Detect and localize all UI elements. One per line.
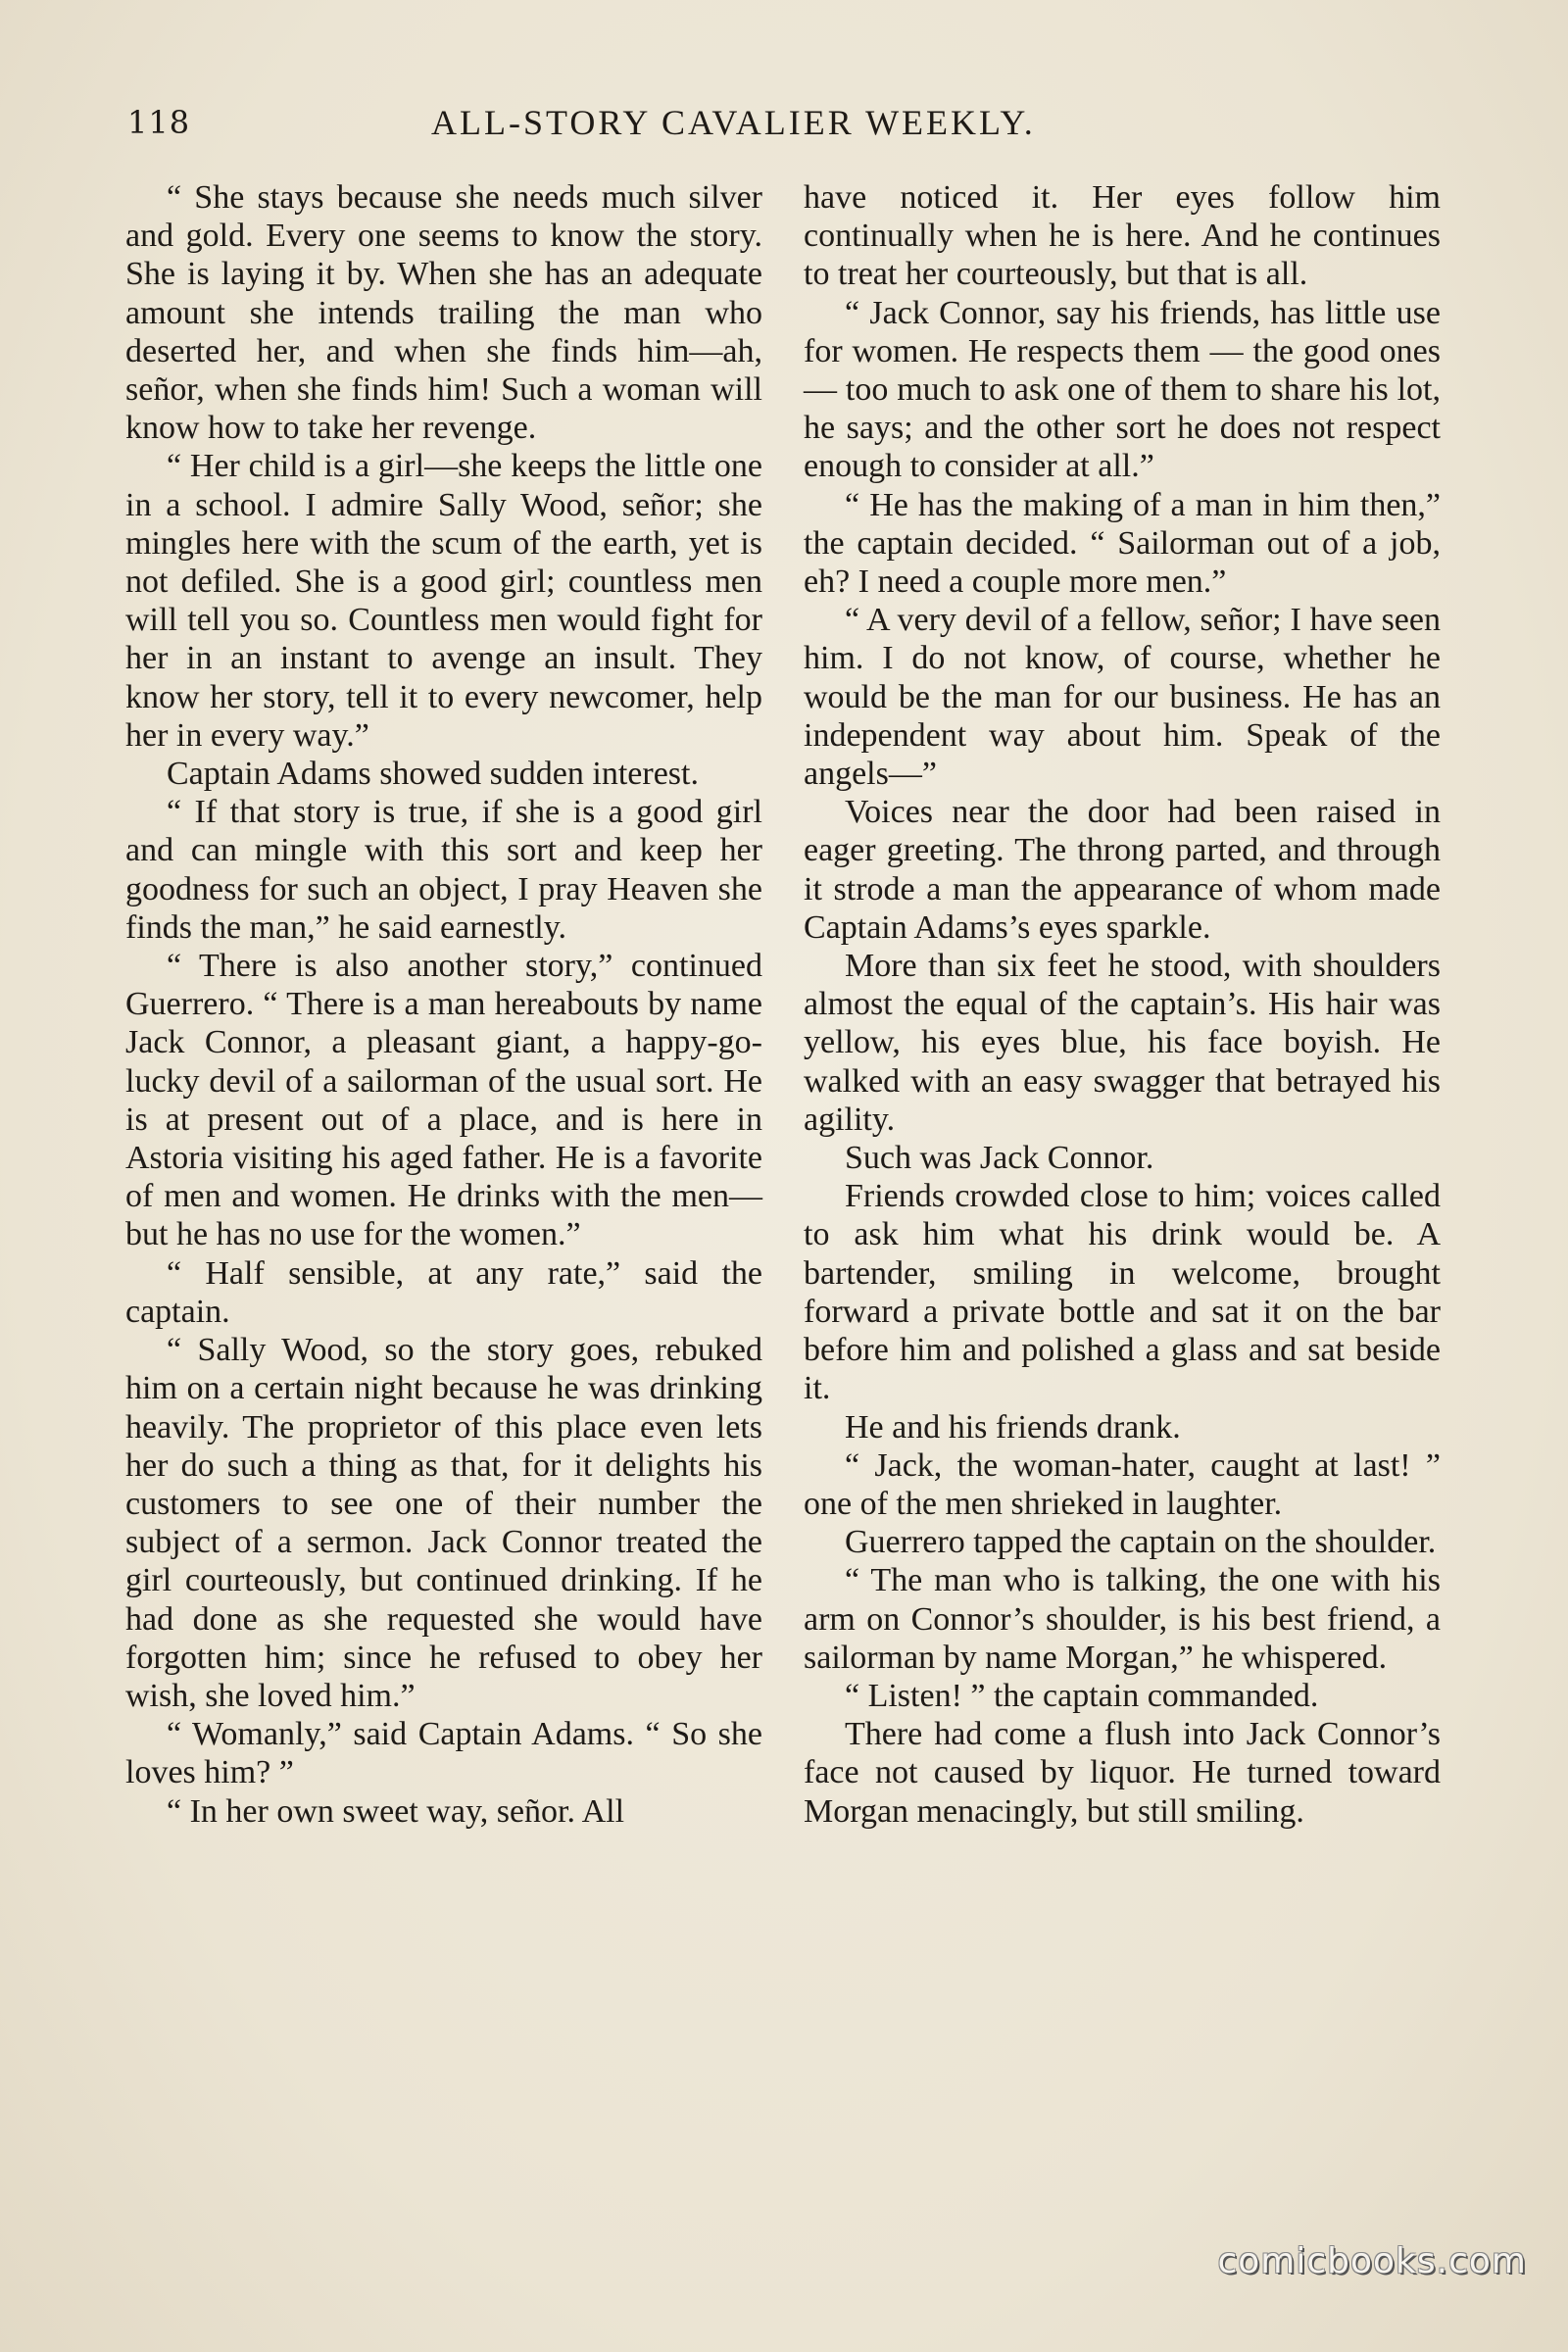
paragraph: Friends crowded close to him; voices called to ask him what his drink would be. A bartender, smiling in welcome, brought forward a private bottle and sat it on the bar before him and polished a glass and sat beside it. bbox=[804, 1178, 1441, 1407]
paragraph: “ He has the making of a man in him then,” the captain decided. “ Sailorman out of a job, eh? I need a couple more men.” bbox=[804, 486, 1441, 601]
paragraph: “ There is also another story,” continued Guerrero. “ There is a man hereabouts by name Jack Connor, a pleasant giant, a happy-go-lucky devil of a sailorman of the usual sort. He is at present out of a place, and is here in Astoria visiting his aged father. He is a favorite of men and women. He drinks with the men—but he has no use for the women.” bbox=[125, 948, 762, 1253]
paragraph-continued: have noticed it. Her eyes follow him continually when he is here. And he continues to treat her courteously, but that is all. bbox=[804, 179, 1441, 293]
paragraph: “ She stays because she needs much silver and gold. Every one seems to know the story. She is laying it by. When she has an adequate amount she intends trailing the man who deserted her, and when she finds him—ah, señor, when she finds him! Such a woman will know how to take her revenge. bbox=[125, 179, 762, 447]
paragraph: “ Jack, the woman-hater, caught at last! ” one of the men shrieked in laughter. bbox=[804, 1446, 1441, 1522]
paragraph: “ In her own sweet way, señor. All bbox=[167, 1792, 625, 1830]
paragraph: There had come a flush into Jack Connor’s face not caused by liquor. He turned toward Morgan menacingly, but still smiling. bbox=[804, 1716, 1441, 1830]
paragraph: “ A very devil of a fellow, señor; I have seen him. I do not know, of course, whether he would be the man for our business. He has an independent way about him. Speak of the angels—” bbox=[804, 602, 1441, 793]
paragraph: “ Jack Connor, say his friends, has little use for women. He respects them — the good ones — too much to ask one of them to share his lot, he says; and the other sort he does not respect enough to consider at all.” bbox=[804, 294, 1441, 485]
paragraph: More than six feet he stood, with shoulders almost the equal of the captain’s. His hair was yellow, his eyes blue, his face boyish. He walked with an easy swagger that betrayed his agility. bbox=[804, 948, 1441, 1138]
left-column bbox=[125, 178, 762, 1831]
paragraph: “ Sally Wood, so the story goes, rebuked him on a certain night because he was drinking heavily. The proprietor of this place even lets her do such a thing as that, for it delights his customers to see one of their number the subject of a sermon. Jack Connor treated the girl courteously, but continued drinking. If he had done as she requested she would have forgotten him; since he refused to obey her wish, she loved him.” bbox=[125, 1332, 762, 1714]
page-number: 118 bbox=[127, 104, 191, 141]
paragraph: Such was Jack Connor. bbox=[845, 1140, 1154, 1177]
paragraph: “ Her child is a girl—she keeps the little one in a school. I admire Sally Wood, señor; she mingles here with the scum of the earth, yet is not defiled. She is a good girl; countless men will tell you so. Countless men would fight for her in an instant to avenge an insult. They know her story, tell it to every newcomer, help her in every way.” bbox=[125, 448, 762, 754]
paragraph: Voices near the door had been raised in eager greeting. The throng parted, and through it strode a man the appearance of whom made Captain Adams’s eyes sparkle. bbox=[804, 794, 1441, 946]
watermark: comicbooks.com bbox=[1217, 2241, 1527, 2281]
right-column bbox=[804, 178, 1441, 1831]
paragraph: “ The man who is talking, the one with his arm on Connor’s shoulder, is his best friend, a sailorman by name Morgan,” he whispered. bbox=[804, 1562, 1441, 1676]
paragraph: “ Listen! ” the captain commanded. bbox=[845, 1677, 1319, 1714]
paragraph: “ If that story is true, if she is a good girl and can mingle with this sort and keep her goodness for such an object, I pray Heaven she finds the man,” he said earnestly. bbox=[125, 794, 762, 946]
paragraph: “ Half sensible, at any rate,” said the captain. bbox=[125, 1254, 762, 1330]
paragraph: Captain Adams showed sudden interest. bbox=[167, 756, 699, 793]
paragraph: He and his friends drank. bbox=[845, 1408, 1181, 1446]
paragraph: Guerrero tapped the captain on the shoulder. bbox=[845, 1524, 1437, 1561]
running-head: ALL-STORY CAVALIER WEEKLY. bbox=[431, 103, 1036, 142]
page-header bbox=[127, 98, 1441, 157]
paragraph: “ Womanly,” said Captain Adams. “ So she loves him? ” bbox=[125, 1716, 762, 1791]
